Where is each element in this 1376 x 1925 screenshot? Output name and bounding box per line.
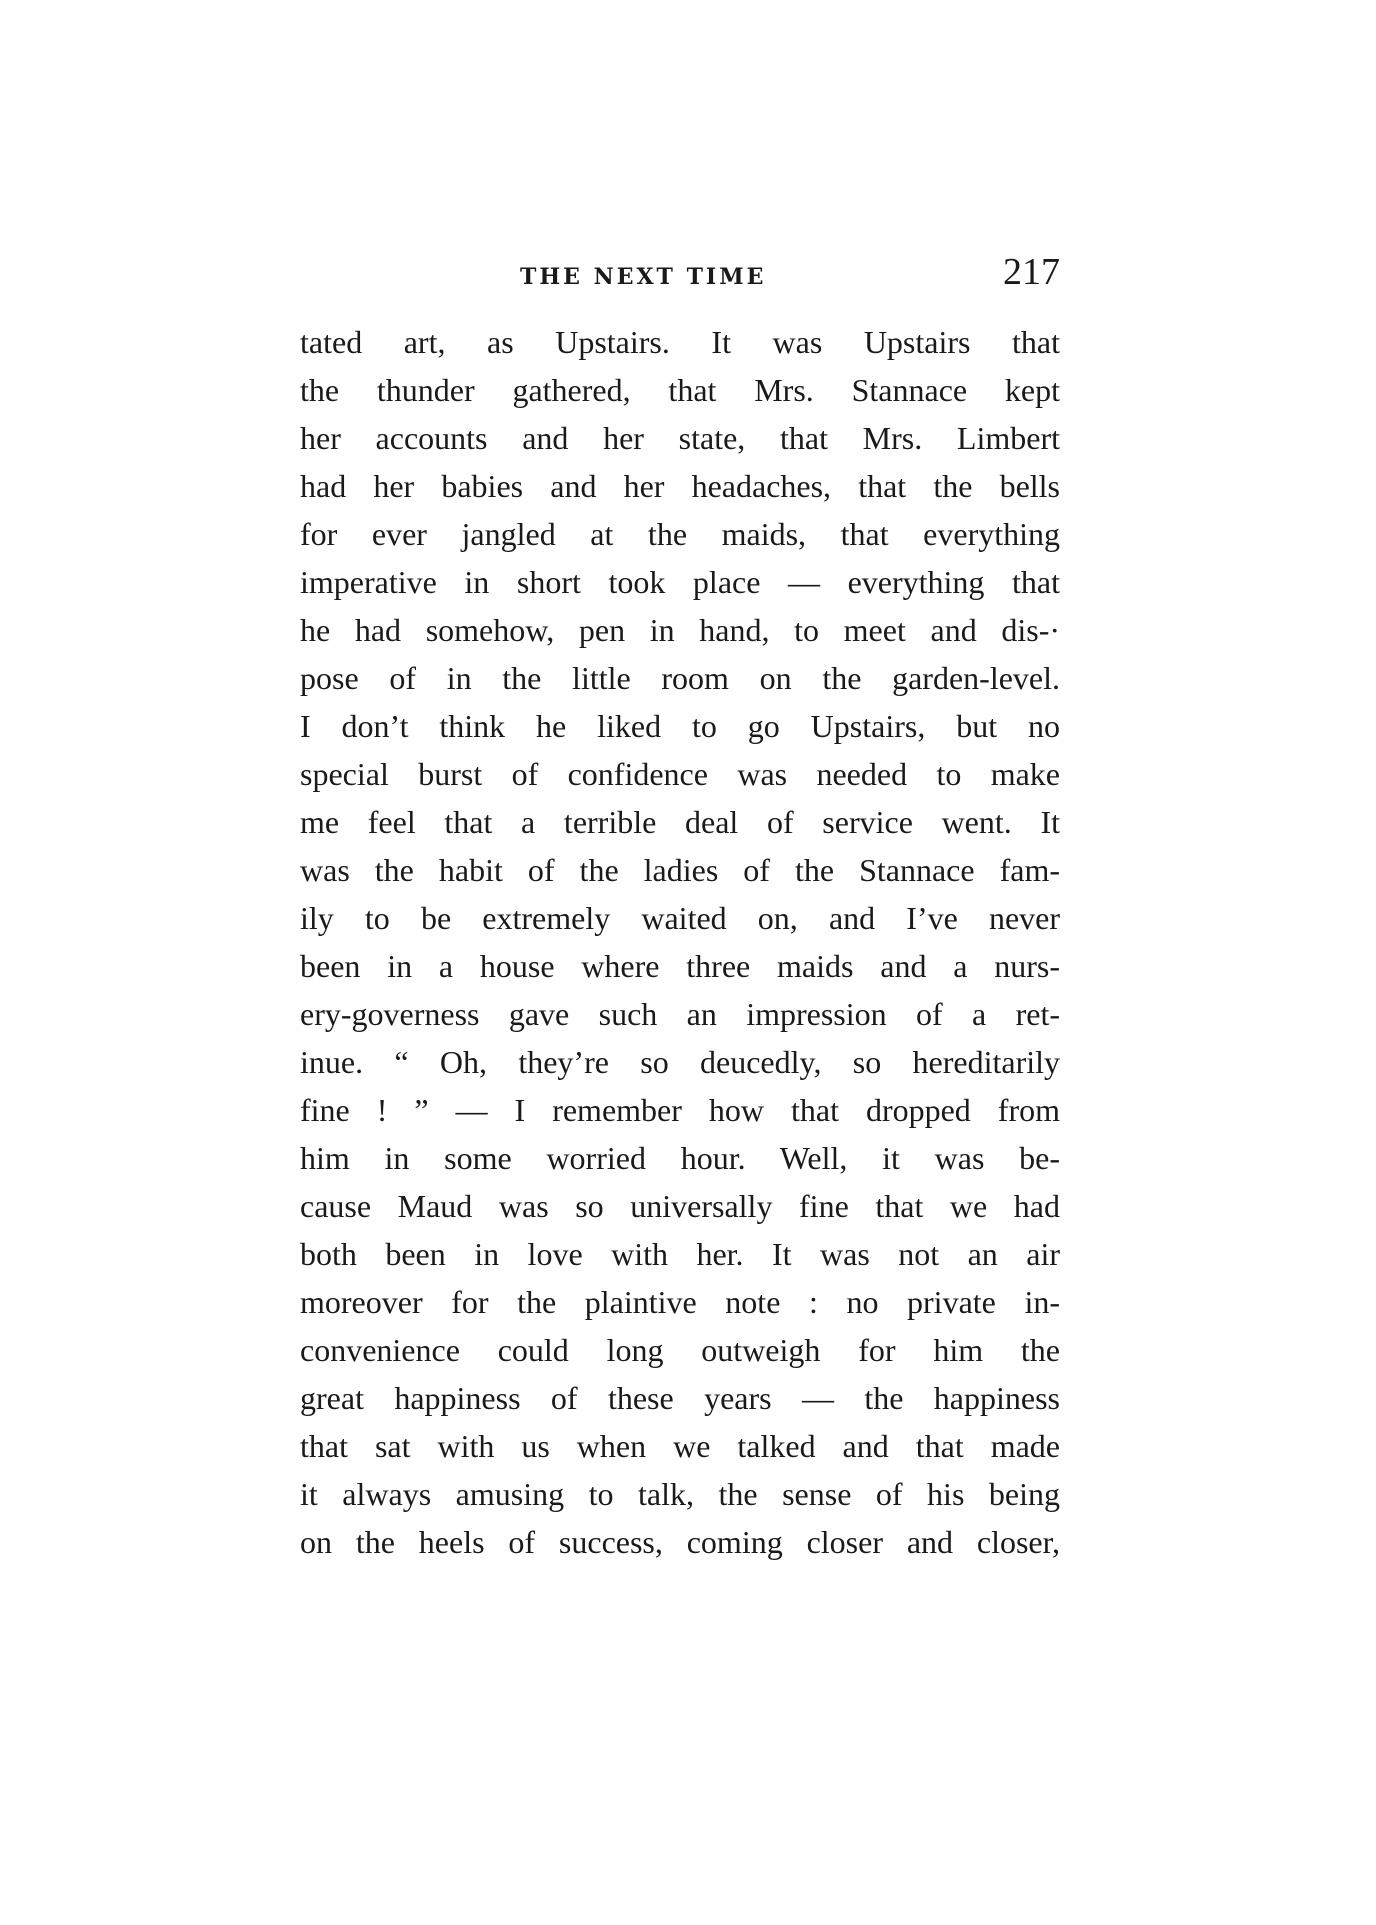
text-line: imperative in short took place — everything that [300, 564, 1060, 600]
text-line: inue. “ Oh, they’re so deucedly, so hereditarily [300, 1044, 1060, 1080]
page-number: 217 [1003, 251, 1060, 293]
text-line: was the habit of the ladies of the Stannace fam- [300, 852, 1060, 888]
text-line: cause Maud was so universally fine that we had [300, 1188, 1060, 1224]
text-line: her accounts and her state, that Mrs. Limbert [300, 420, 1060, 456]
text-line: pose of in the little room on the garden-level. [300, 660, 1060, 696]
text-line: had her babies and her headaches, that the bells [300, 468, 1060, 504]
body-text [300, 318, 1060, 1566]
text-line: I don’t think he liked to go Upstairs, but no [300, 708, 1060, 744]
text-line: great happiness of these years — the happiness [300, 1380, 1060, 1416]
text-line: the thunder gathered, that Mrs. Stannace kept [300, 372, 1060, 408]
running-head [300, 250, 1060, 300]
text-line: it always amusing to talk, the sense of his being [300, 1476, 1060, 1512]
text-line: ily to be extremely waited on, and I’ve never [300, 900, 1060, 936]
text-line: fine ! ” — I remember how that dropped from [300, 1092, 1060, 1128]
text-line: on the heels of success, coming closer and closer, [300, 1524, 1060, 1560]
text-line: both been in love with her. It was not an air [300, 1236, 1060, 1272]
text-line: he had somehow, pen in hand, to meet and dis-· [300, 612, 1060, 648]
text-line: been in a house where three maids and a nurs- [300, 948, 1060, 984]
running-title: THE NEXT TIME [520, 264, 767, 290]
text-line: convenience could long outweigh for him the [300, 1332, 1060, 1368]
text-line: moreover for the plaintive note : no private in- [300, 1284, 1060, 1320]
text-line: tated art, as Upstairs. It was Upstairs that [300, 324, 1060, 360]
text-line: him in some worried hour. Well, it was be- [300, 1140, 1060, 1176]
text-line: ery-governess gave such an impression of a ret- [300, 996, 1060, 1032]
text-line: that sat with us when we talked and that made [300, 1428, 1060, 1464]
text-line: special burst of confidence was needed to make [300, 756, 1060, 792]
text-line: me feel that a terrible deal of service went. It [300, 804, 1060, 840]
text-line: for ever jangled at the maids, that everything [300, 516, 1060, 552]
